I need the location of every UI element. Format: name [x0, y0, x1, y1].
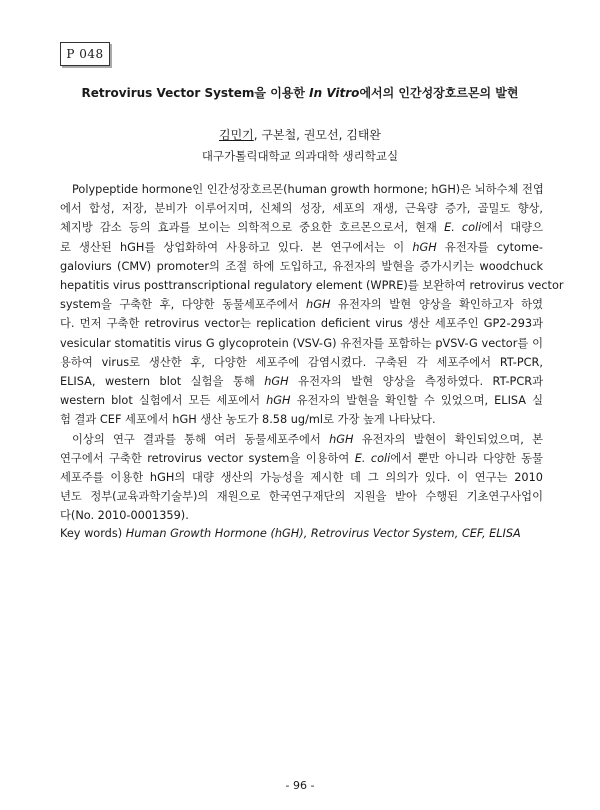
abstract-line — [60, 180, 543, 199]
abstract-line — [60, 353, 543, 372]
abstract-line — [60, 468, 543, 487]
title-pre: Retrovirus Vector System을 이용한 — [81, 86, 310, 100]
abstract-line — [60, 276, 564, 295]
text-segment: 연구에서 구축한 retrovirus vector system을 이용하여 — [60, 451, 355, 465]
text-segment: 이상의 연구 결과를 통해 여러 동물세포주에서 — [72, 432, 330, 446]
text-segment: 다. 먼저 구축한 retrovirus vector는 replication deficient virus 생산 세포주인 GP2-293과 — [60, 317, 543, 331]
italic-term: hGH — [306, 298, 331, 312]
author-list — [0, 126, 600, 143]
keywords-terms: Human Growth Hormone (hGH), Retrovirus Vector System, CEF, ELISA — [125, 527, 521, 540]
paper-title — [0, 84, 600, 101]
abstract-code-box — [60, 42, 110, 66]
abstract-body — [60, 180, 564, 526]
italic-term: hGH — [329, 432, 354, 446]
text-segment: ELISA, western blot 실험을 통해 — [60, 375, 265, 389]
abstract-line — [60, 218, 543, 237]
italic-term: E. coli — [444, 221, 482, 235]
co-authors: , 구본철, 권모선, 김태완 — [253, 128, 381, 142]
text-segment: western blot 실험에서 모든 세포에서 — [60, 394, 267, 408]
keywords — [60, 527, 543, 540]
first-author: 김민기 — [219, 128, 254, 142]
affiliation: 대구가톨릭대학교 의과대학 생리학교실 — [201, 149, 399, 163]
text-segment: 유전자를 cytome- — [436, 240, 543, 254]
keywords-label: Key words) — [60, 527, 126, 540]
title-italic: In Vitro — [309, 86, 360, 100]
abstract-line — [60, 449, 543, 468]
abstract-line — [60, 199, 543, 218]
text-segment: 다(No. 2010-0001359). — [60, 509, 189, 523]
abstract-line — [60, 238, 543, 257]
abstract-line — [60, 372, 543, 391]
text-segment: 유전자의 발현 양상을 측정하였다. RT-PCR과 — [288, 375, 543, 389]
text-segment: 로 생산된 hGH를 상업화하여 사용하고 있다. 본 연구에서는 이 — [60, 240, 413, 254]
italic-term: hGH — [264, 375, 289, 389]
abstract-line — [60, 391, 543, 410]
text-segment: 용하여 virus로 생산한 후, 다양한 세포주에 감염시켰다. 구축된 각 세포주에서 RT-PCR, — [60, 355, 543, 369]
text-segment: 세포주를 이용한 hGH의 대량 생산의 가능성을 제시한 데 그 의의가 있다. 이 연구는 2010 — [60, 471, 543, 485]
text-segment: 체지방 감소 등의 효과를 보이는 의학적으로 중요한 호르몬으로서, 현재 — [60, 221, 445, 235]
abstract-line — [60, 295, 543, 314]
text-segment: galoviurs (CMV) promoter의 조절 하에 도입하고, 유전자의 발현을 증가시키는 woodchuck — [60, 259, 543, 273]
abstract-line — [60, 257, 543, 276]
text-segment: 유전자의 발현이 확인되었으며, 본 — [353, 432, 543, 446]
text-segment: 년도 정부(교육과학기술부)의 재원으로 한국연구재단의 지원을 받아 수행된 기초연구사업이 — [60, 490, 543, 504]
abstract-line — [60, 334, 543, 353]
page-number: - 96 - — [285, 779, 315, 792]
italic-term: E. coli — [354, 451, 391, 465]
abstract-line — [60, 314, 543, 333]
text-segment: vesicular stomatitis virus G glycoprotein (VSV-G) 유전자를 포함하는 pVSV-G vector를 이 — [60, 336, 543, 350]
text-segment: 에서 대량으 — [481, 221, 543, 235]
italic-term: hGH — [266, 394, 291, 408]
text-segment: 험 결과 CEF 세포에서 hGH 생산 농도가 8.58 ug/ml로 가장 높게 나타났다. — [60, 413, 436, 427]
abstract-line — [60, 430, 543, 449]
abstract-line — [60, 506, 543, 525]
abstract-line — [60, 410, 543, 429]
text-segment: 에서 합성, 저장, 분비가 이루어지며, 신체의 성장, 세포의 재생, 근육량 증가, 골밀도 향상, — [60, 202, 543, 216]
text-segment: 유전자의 발현을 확인할 수 있었으며, ELISA 실 — [290, 394, 543, 408]
text-segment: 에서 뿐만 아니라 다양한 동물 — [390, 451, 543, 465]
text-segment: Polypeptide hormone인 인간성장호르몬(human growth hormone; hGH)은 뇌하수체 전엽 — [72, 183, 544, 196]
abstract-line — [60, 487, 543, 506]
abstract-code: P 048 — [66, 47, 104, 61]
text-segment: system을 구축한 후, 다양한 동물세포주에서 — [60, 298, 307, 312]
text-segment: hepatitis virus posttranscriptional regulatory element (WPRE)를 보완하여 retrovirus vector — [60, 279, 564, 293]
title-post: 에서의 인간성장호르몬의 발현 — [359, 86, 519, 100]
text-segment: 유전자의 발현 양상을 확인하고자 하였 — [330, 298, 543, 312]
italic-term: hGH — [412, 240, 437, 254]
